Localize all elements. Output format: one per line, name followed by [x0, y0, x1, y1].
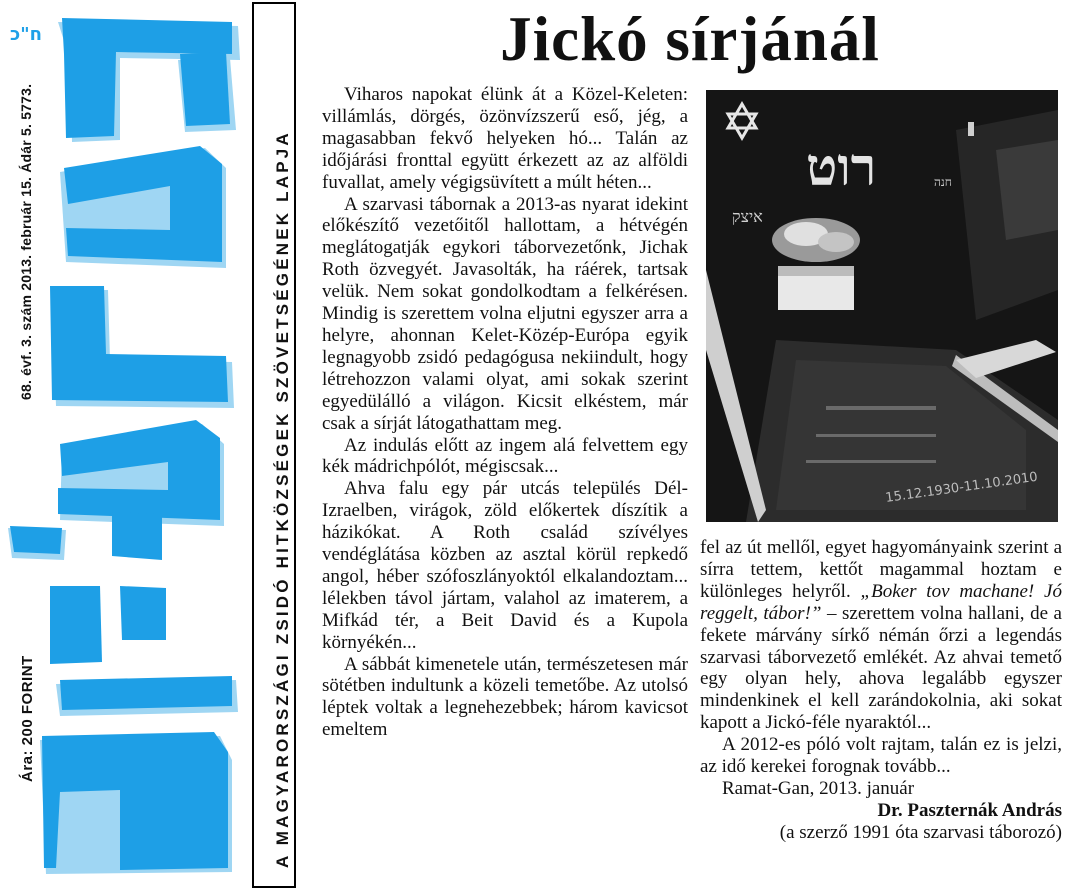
- paragraph: A szarvasi tábornak a 2013-as nyarat idekint előkészítő vezetőitől hallottam, a hétvégén meglátogatják egykori táborvezetőnk, Jichak Roth özvegyét. Javasolták, ha ráérek, tartsak velük. Nem sokat gondolkodtam a felkérésen. Mindig is szerettem volna eljutni egyszer arra a helyre, ahonnan Kelet-Közép-Európa egyik legnagyobb zsidó pedagógusa nekiindult, hogy létrehozzon valami olyat, ami sokak szerint egyedülálló a világon. Kicsit elkéstem, már csak a sírját látogathattam meg.: [322, 193, 688, 434]
- place-date: Ramat-Gan, 2013. január: [722, 777, 915, 799]
- photo-hebrew-first: איצק: [732, 207, 763, 226]
- paragraph: A sábbát kimenetele után, természetesen már sötétben indultunk a közeli temetőbe. Az utolsó léptek voltak a legnehezebbek; három kavicsot emeltem: [322, 653, 688, 741]
- article-title: Jickó sírjánál: [500, 4, 880, 74]
- paragraph: Viharos napokat élünk át a Közel-Keleten: villámlás, dörgés, özönvízszerű eső, jég, a magasabban fekvő helyeken hó... Talán az időjárási fronttal együtt érkezett az az alföldi fuvallat, amely végigsüvített a múlt héten...: [322, 84, 688, 193]
- gravestone-image: [706, 90, 1058, 522]
- paragraph: Az indulás előtt az ingem alá felvettem egy kék mádrichpólót, mégiscsak...: [322, 434, 688, 478]
- hebrew-issue-mark: ח"כ: [10, 24, 42, 45]
- price-line: Ára: 200 FORINT: [19, 655, 36, 782]
- hebrew-logo-graphic: [0, 0, 250, 893]
- author-note: (a szerző 1991 óta szarvasi táborozó): [779, 821, 1062, 843]
- photo-hebrew-small: חנה: [934, 175, 952, 189]
- photo-hebrew-name: רוט: [806, 137, 877, 198]
- author-name: Dr. Paszternák András: [877, 799, 1062, 821]
- paragraph: A 2012-es póló volt rajtam, talán ez is jelzi, az idő kerekei forognak tovább...: [700, 734, 1062, 778]
- quote: „Boker tov machane! Jó reggelt, tábor!”: [700, 580, 1062, 624]
- issue-line: 68. évf. 3. szám 2013. február 15. Ádár 5. 5773.: [18, 83, 34, 400]
- article-column-1: [322, 84, 688, 741]
- masthead-logo: [0, 0, 58, 893]
- article-column-2: [700, 537, 1062, 844]
- paragraph: Ahva falu egy pár utcás település Dél-Izraelben, virágok, zöld előkertek díszítik a házikókat. A Roth család szívélyes vendéglátása közben az asztal körül repkedő angol, héber szófoszlányoktól elkalandoztam... lélekben távol jártam, valahol az imaterem, a Mifkád tér, a Beit David és a Kupola környékén...: [322, 478, 688, 653]
- paragraph: [700, 537, 1062, 734]
- photo-date-line: 15.12.1930-11.10.2010: [884, 469, 1039, 506]
- text-run: – szerettem volna hallani, de a fekete márvány sírkő némán őrzi a legendás szarvasi táborvezető emlékét. Az ahvai temető egy olyan hely, ahova legalább egyszer mindenkinek el kell zarándokolnia, aki sokat kapott a Jickó-féle nyaraktól...: [700, 602, 1062, 734]
- text-run: fel az út mellől, egyet hagyományaink szerint a sírra tettem, kettőt magammal hoztam e különleges helyről.: [700, 537, 1062, 602]
- publisher-band-text: A MAGYARORSZÁGI ZSIDÓ HITKÖZSÉGEK SZÖVETSÉGÉNEK LAPJA: [273, 130, 292, 868]
- gravestone-photo: [706, 90, 1058, 522]
